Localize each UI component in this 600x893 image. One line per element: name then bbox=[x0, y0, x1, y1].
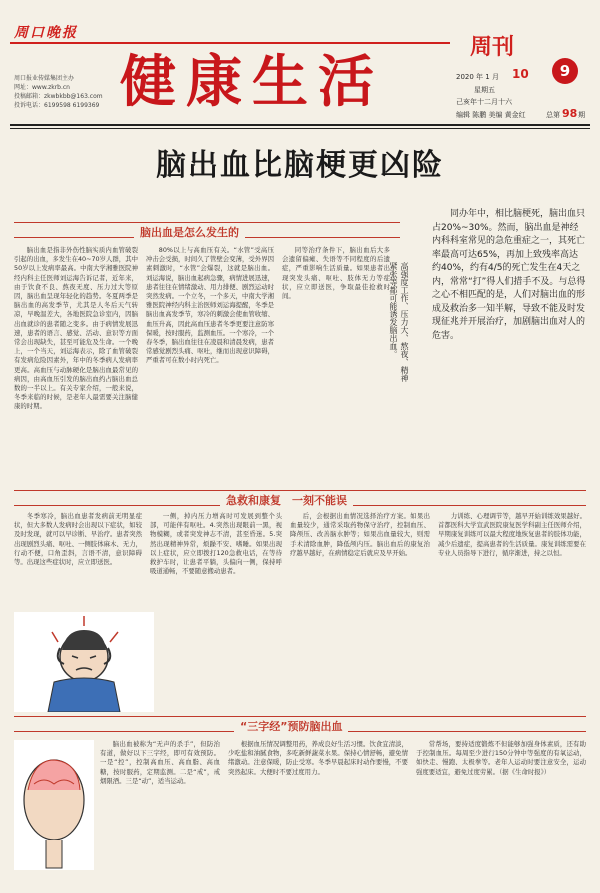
header-rule bbox=[10, 124, 590, 126]
email-info: 投稿邮箱：zkwbkbb@163.com bbox=[14, 93, 103, 100]
section3-title: “三字经”预防脑出血 bbox=[234, 718, 348, 734]
section2-title: 急救和康复 一刻不能误 bbox=[220, 492, 353, 508]
weekday: 星期五 bbox=[474, 86, 495, 94]
section2-col1: 冬季寒冷，脑出血患者发病前无明显症状，但大多数人发病时会出现以下症状，如较及时发现，就可以早诊断、早治疗。患者突然出现剧烈头痛、呕吐、一侧肢体麻木、无力，行动不便，口角歪斜，言语不清，意识障碍等。出现这些症状时，应立即送医。 bbox=[14, 512, 142, 567]
lunar-date: 己亥年十二月十六 bbox=[456, 98, 512, 106]
section1-col1: 脑出血是指非外伤性脑实质内血管破裂引起的出血，多发生在40~70岁人群，其中50岁以上发病率最高。中南大学湘雅医院神经内科主任医师刘运海告诉记者，近年来，由于饮食不良、熬夜无度、压力过大等原因，脑出血呈现年轻化的趋势。冬夏两季是脑出血的高发季节，尤其是人冬后天气转凉，早晚温差大，各地医院急诊室内，因脑出血就诊的患者随之变多。由于病情发展迅速，患者的语言、感觉、活动、意识等方面常会出现缺失，甚至可能危及生命。一个晚上，一个当天，刘运海表示，除了血管破裂有发病危险因素外，年中的冬季病人发病率更高。高血压与动脉硬化是脑出血最常见的病因，由高血压引发的脑出血约占脑出血总数的一半以上。有关专家介绍，一般来说，冬季来临的时候，是老年人最需要关注脑健康的时期。 bbox=[14, 246, 138, 411]
publisher-info: 周口报业传媒集团主办 bbox=[14, 75, 75, 82]
section1-col2: 80%以上与高血压有关。“水管”受高压冲击会受损，时间久了管壁会变薄，受外界因素刺激时，“水管”会爆裂，这就是脑出血。刘运海说，脑出血起病急骤，病情进展迅速，患者往往在情绪激动、用力排便、剧烈运动时突然发病。一个立冬，一个多天，中南大学湘雅医院神经内科主治医师刘运海提醒，冬季是脑出血高发季节，寒冷的刺激会使血管收缩、血压升高，因此高血压患者冬季更要注意防寒保暖，按时服药，监测血压。一个寒冷，一个春冬季，脑出血往往在凌晨和清晨发病，患者常感觉剧烈头痛、呕吐，继而出现意识障碍，严重者可在数小时内死亡。 bbox=[146, 246, 274, 365]
newspaper-logo: 周口晚报 bbox=[14, 25, 78, 41]
section1-title: 脑出血是怎么发生的 bbox=[134, 224, 245, 240]
editor-credit: 编辑 陈鹏 美编 黄金红 bbox=[456, 111, 526, 119]
main-headline: 脑出血比脑梗更凶险 bbox=[156, 148, 444, 183]
issue-date: 2020 年 1 月 bbox=[456, 73, 499, 81]
section3-header bbox=[14, 716, 586, 732]
callout-box: 同办年中，相比脑梗死，脑出血只占20%~30%。然而，脑出血是神经内科科室常见的急危重症之一，其死亡率最高可达65%，再加上致残率高达约40%，约有4/5的死亡发生在4天之内，常常“打”得人们措手不及。与总得之心不相匹配的是，人们对脑出血的形成及救治多一知半解，导致不能及时发现征兆并开展治疗，加剧脑出血对人的危害。 bbox=[432, 209, 586, 341]
headache-illustration bbox=[14, 612, 154, 712]
section2-col3: 后，会根据出血情况选择治疗方案。如果出血量较少，通常采取药物保守治疗，控制血压、降颅压、改善脑水肿等；如果出血量较大，则需手术清除血肿，降低颅内压。脑出血后的康复治疗越早越好，在病情稳定后就应及早开始。 bbox=[290, 512, 430, 557]
issue-badge: 9 bbox=[552, 58, 578, 84]
weekly-label: 周刊 bbox=[470, 34, 515, 60]
website-info: 网址：www.zkrb.cn bbox=[14, 84, 70, 91]
masthead-rule bbox=[10, 42, 450, 44]
head-illustration bbox=[14, 740, 94, 870]
section2-col4: 力训练、心理调节等，越早开始训练效果越好。首都医科大学宣武医院康复医学科副主任医师介绍，早期康复训练可以最大程度地恢复患者的肢体功能，减少后遗症，提高患者的生活质量。康复训练需要在专业人员指导下进行，循序渐进，持之以恒。 bbox=[438, 512, 586, 557]
total-label: 总第 bbox=[546, 111, 560, 119]
header-rule-thin bbox=[10, 128, 590, 129]
section1-col3: 同等治疗条件下，脑出血后大多会遗留偏瘫、失语等不同程度的后遗症，严重影响生活质量。如果患者出现突发头痛、呕吐、肢体无力等症状，应立即送医，争取最佳抢救时间。 bbox=[282, 246, 390, 301]
section3-col2: 根据血压情况调整用药，养成良好生活习惯。饮食宜清淡，少吃盐和油腻食物，多吃新鲜蔬菜水果。保持心情舒畅，避免情绪激动。注意保暖，防止受寒。冬季早晨起床时动作要慢，不要突然起床。大便时不要过度用力。 bbox=[228, 740, 408, 776]
issue-day: 10 bbox=[512, 67, 529, 81]
side-note: 高强度工作、压力大、熬夜、精神紧张等都可能诱发脑出血。 bbox=[389, 262, 409, 382]
phone-info: 投诉电话：6199598 6199369 bbox=[14, 102, 100, 109]
section1-header bbox=[14, 222, 400, 238]
section-title: 健康生活 bbox=[120, 49, 384, 115]
section2-col2: 一侧，掉内压力增高时可发展到整个头部，可能伴有呕吐。4.突然出现眼前一黑，视物模糊，或者突发神志不清，甚至昏迷。5.突然出现精神异常，烦躁不安、嗜睡。如果出现以上症状，应立即拨打120急救电话，在等待救护车时，让患者平躺，头偏向一侧，保持呼吸道通畅，不要随意搬动患者。 bbox=[150, 512, 282, 576]
total-issue: 98 bbox=[562, 107, 578, 120]
total-suffix: 期 bbox=[578, 111, 585, 119]
section3-col1: 脑出血被称为“无声的杀手”，但防治有道，做好以下三字经，即可有效预防。一是“控”，控制高血压、高血脂、高血糖，按时服药，定期监测。二是“戒”，戒烟限酒。三是“动”，适当运动。 bbox=[100, 740, 220, 785]
section2-header bbox=[14, 490, 586, 506]
section3-col3: 常帮场，要持适度锻炼不但能够加强身体素质，还有助于控制血压。每周至少进行150分钟中等强度的有氧运动，如快走、慢跑、太极拳等。老年人运动时要注意安全，运动强度要适宜，避免过度劳累。（据《生命时报》） bbox=[416, 740, 586, 776]
